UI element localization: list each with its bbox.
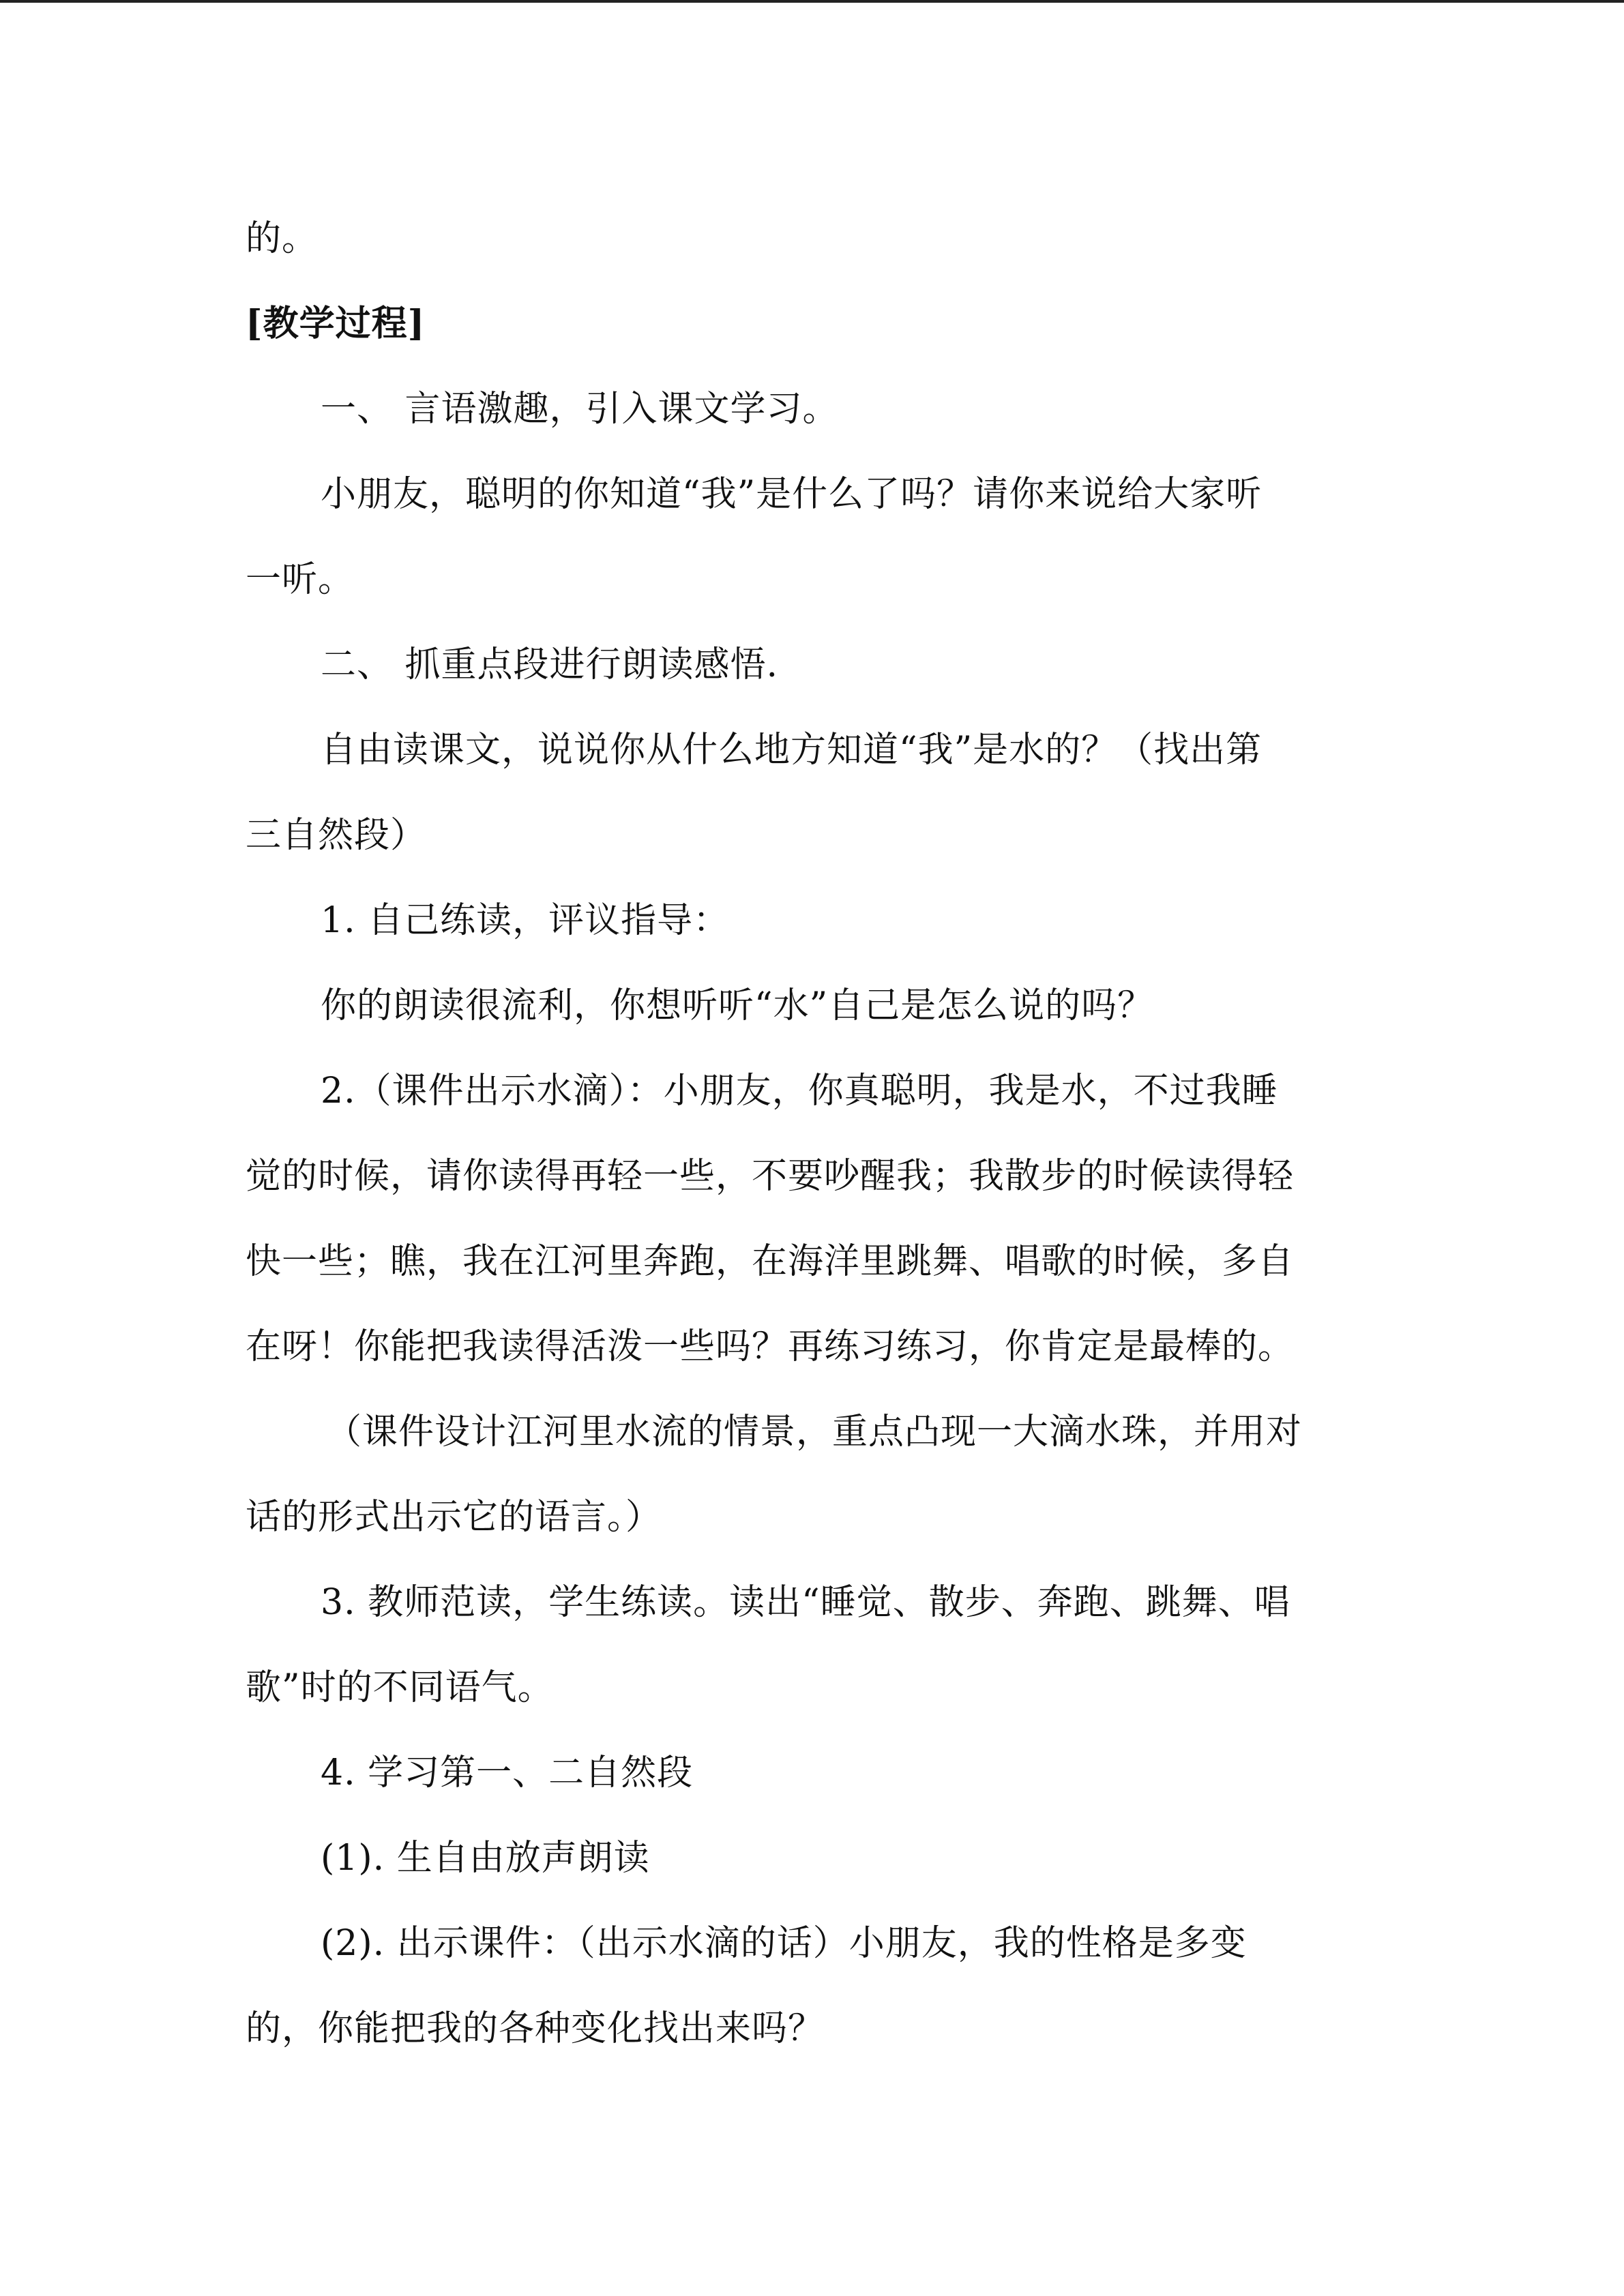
text-line: 一听。 bbox=[246, 559, 355, 600]
text-line-subitem-1: (1). 生自由放声朗读 bbox=[321, 1838, 650, 1879]
text-line: 三自然段） bbox=[246, 815, 427, 856]
text-line-continuation: 的。 bbox=[246, 218, 319, 259]
text-line-item-3: 3. 教师范读，学生练读。读出“睡觉、散步、奔跑、跳舞、唱 bbox=[321, 1582, 1290, 1623]
text-line: 在呀！你能把我读得活泼一些吗？再练习练习，你肯定是最棒的。 bbox=[246, 1326, 1295, 1367]
section-heading-teaching-process: [教学过程] bbox=[246, 303, 426, 344]
text-line: 小朋友，聪明的你知道“我”是什么了吗？请你来说给大家听 bbox=[321, 474, 1263, 515]
text-line: 你的朗读很流利，你想听听“水”自己是怎么说的吗？ bbox=[321, 985, 1154, 1026]
text-line: 歌”时的不同语气。 bbox=[246, 1667, 554, 1708]
text-line-step-2: 二、 抓重点段进行朗读感悟. bbox=[321, 644, 779, 685]
text-line: 话的形式出示它的语言。） bbox=[246, 1497, 662, 1538]
text-line-subitem-2: (2). 出示课件：（出示水滴的话）小朋友，我的性格是多变 bbox=[321, 1923, 1247, 1964]
text-line-item-1: 1. 自己练读，评议指导： bbox=[321, 900, 730, 941]
text-line: 的，你能把我的各种变化找出来吗？ bbox=[246, 2008, 825, 2049]
text-line: 觉的时候，请你读得再轻一些，不要吵醒我；我散步的时候读得轻 bbox=[246, 1156, 1295, 1197]
text-line: 自由读课文，说说你从什么地方知道“我”是水的？（找出第 bbox=[321, 730, 1263, 771]
text-line-item-2: 2.（课件出示水滴）：小朋友，你真聪明，我是水，不过我睡 bbox=[321, 1071, 1278, 1112]
text-line: 快一些；瞧，我在江河里奔跑，在海洋里跳舞、唱歌的时候，多自 bbox=[246, 1241, 1295, 1282]
text-line-step-1: 一、 言语激趣，引入课文学习。 bbox=[321, 389, 839, 430]
text-line-item-4: 4. 学习第一、二自然段 bbox=[321, 1753, 694, 1793]
text-line-note: （课件设计江河里水流的情景，重点凸现一大滴水珠，并用对 bbox=[326, 1412, 1303, 1452]
